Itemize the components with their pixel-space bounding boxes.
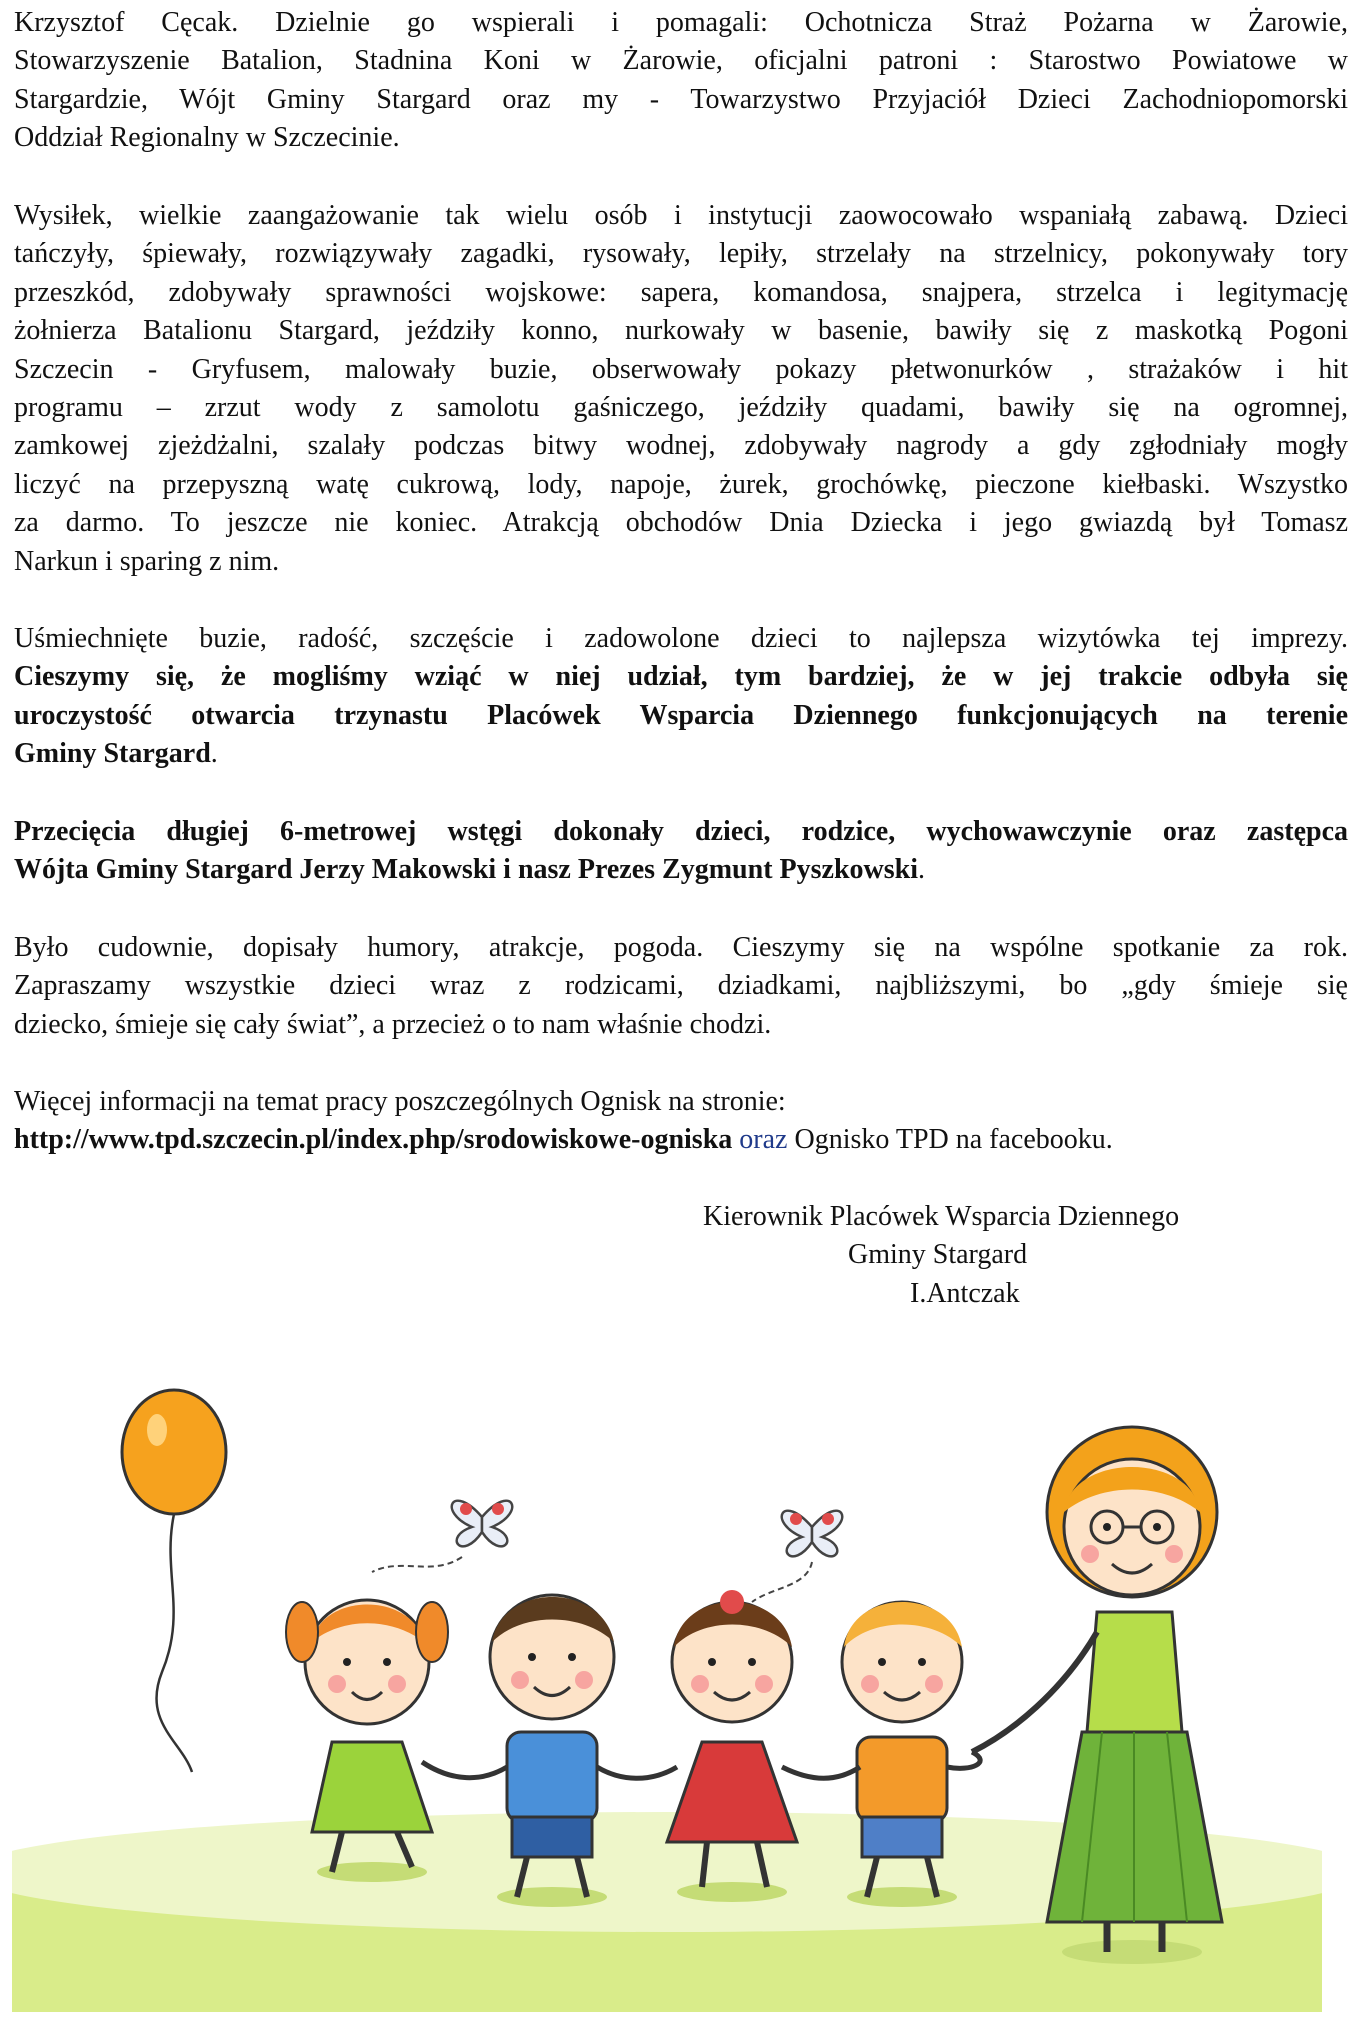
text-line [14,1121,1348,1159]
bold-text: Cieszymy się, że mogliśmy wziąć w niej udział, tym bardziej, że w jej trakcie odbyła się [14,661,1348,693]
punctuation: . [210,738,218,770]
text-line: Oddział Regionalny w Szczecinie. [14,122,400,154]
text-line: przeszkód, zdobywały sprawności wojskowe: sapera, komandosa, snajpera, strzelca i legitymację [14,276,1348,308]
text-line [14,658,1348,696]
children-and-teacher-illustration [12,1312,1322,2012]
paragraph-more-info [14,1083,1348,1160]
text-line: Stowarzyszenie Batalion, Stadnina Koni w Żarowie, oficjalni patroni : Starostwo Powiatowe w [14,45,1348,77]
facebook-mention: Ognisko TPD na facebooku. [787,1124,1113,1156]
oraz-word: oraz [732,1124,788,1156]
text-line [14,851,1348,889]
text-line: Stargardzie, Wójt Gminy Stargard oraz my - Towarzystwo Przyjaciół Dzieci Zachodniopomorski [14,83,1348,115]
text-line: za darmo. To jeszcze nie koniec. Atrakcją obchodów Dnia Dziecka i jego gwiazdą był Tomasz [14,507,1348,539]
text-line: Narkun i sparing z nim. [14,545,280,577]
text-line: Więcej informacji na temat pracy poszczególnych Ognisk na stronie: [14,1086,786,1117]
text-line: Zapraszamy wszystkie dzieci wraz z rodzicami, dziadkami, najbliższymi, bo „gdy śmieje się [14,970,1348,1002]
punctuation: . [918,854,925,886]
text-line: Wysiłek, wielkie zaangażowanie tak wielu osób i instytucji zaowocowało wspaniałą zabawą. Dzieci [14,200,1348,231]
text-line [14,813,1348,851]
signature-title: Kierownik Placówek Wsparcia Dziennego [703,1201,1180,1232]
text-line: zamkowej zjeżdżalni, szalały podczas bitwy wodnej, zdobywały nagrody a gdy zgłodniały mogły [14,430,1348,462]
bold-text: Gminy Stargard [14,738,211,770]
bold-text: uroczystość otwarcia trzynastu Placówek Wsparcia Dziennego funkcjonujących na terenie [14,699,1348,731]
paragraph-activities [14,197,1348,581]
website-link[interactable]: http://www.tpd.szczecin.pl/index.php/srodowiskowe-ogniska [14,1124,733,1156]
text-line: Szczecin - Gryfusem, malowały buzie, obserwowały pokazy płetwonurków , strażaków i hit [14,353,1348,385]
butterfly-icon [752,1511,842,1602]
paragraph-summary [14,620,1348,774]
bold-text: Przecięcia długiej 6-metrowej wstęgi dokonały dzieci, rodzice, wychowawczynie oraz zastępca [14,816,1348,847]
text-line: programu – zrzut wody z samolotu gaśniczego, jeździły quadami, bawiły się na ogromnej, [14,392,1348,424]
butterfly-icon [372,1501,512,1572]
signature-name: I.Antczak [910,1278,1020,1309]
balloon-icon [122,1390,226,1772]
text-line: dziecko, śmieje się cały świat”, a przecież o to nam właśnie chodzi. [14,1008,772,1040]
text-line: żołnierza Batalionu Stargard, jeździły konno, nurkowały w basenie, bawiły się z maskotką Pogoni [14,315,1348,347]
paragraph-ribbon-cutting [14,813,1348,890]
text-line [14,735,1348,773]
text-line: Uśmiechnięte buzie, radość, szczęście i zadowolone dzieci to najlepsza wizytówka tej imprezy. [14,623,1348,654]
paragraph-invitation [14,929,1348,1044]
paragraph-patrons [14,4,1348,158]
text-line: Było cudownie, dopisały humory, atrakcje, pogoda. Cieszymy się na wspólne spotkanie za rok. [14,932,1348,963]
text-line: liczyć na przepyszną watę cukrową, lody, napoje, żurek, grochówkę, pieczone kiełbaski. Wszystko [14,468,1348,500]
text-line [14,697,1348,735]
text-line: Krzysztof Cęcak. Dzielnie go wspierali i pomagali: Ochotnicza Straż Pożarna w Żarowie, [14,7,1348,38]
bold-text: Wójta Gminy Stargard Jerzy Makowski i nasz Prezes Zygmunt Pyszkowski [14,854,918,886]
text-line: tańczyły, śpiewały, rozwiązywały zagadki, rysowały, lepiły, strzelały na strzelnicy, pokonywały tory [14,238,1348,270]
signature-unit: Gminy Stargard [848,1239,1028,1270]
